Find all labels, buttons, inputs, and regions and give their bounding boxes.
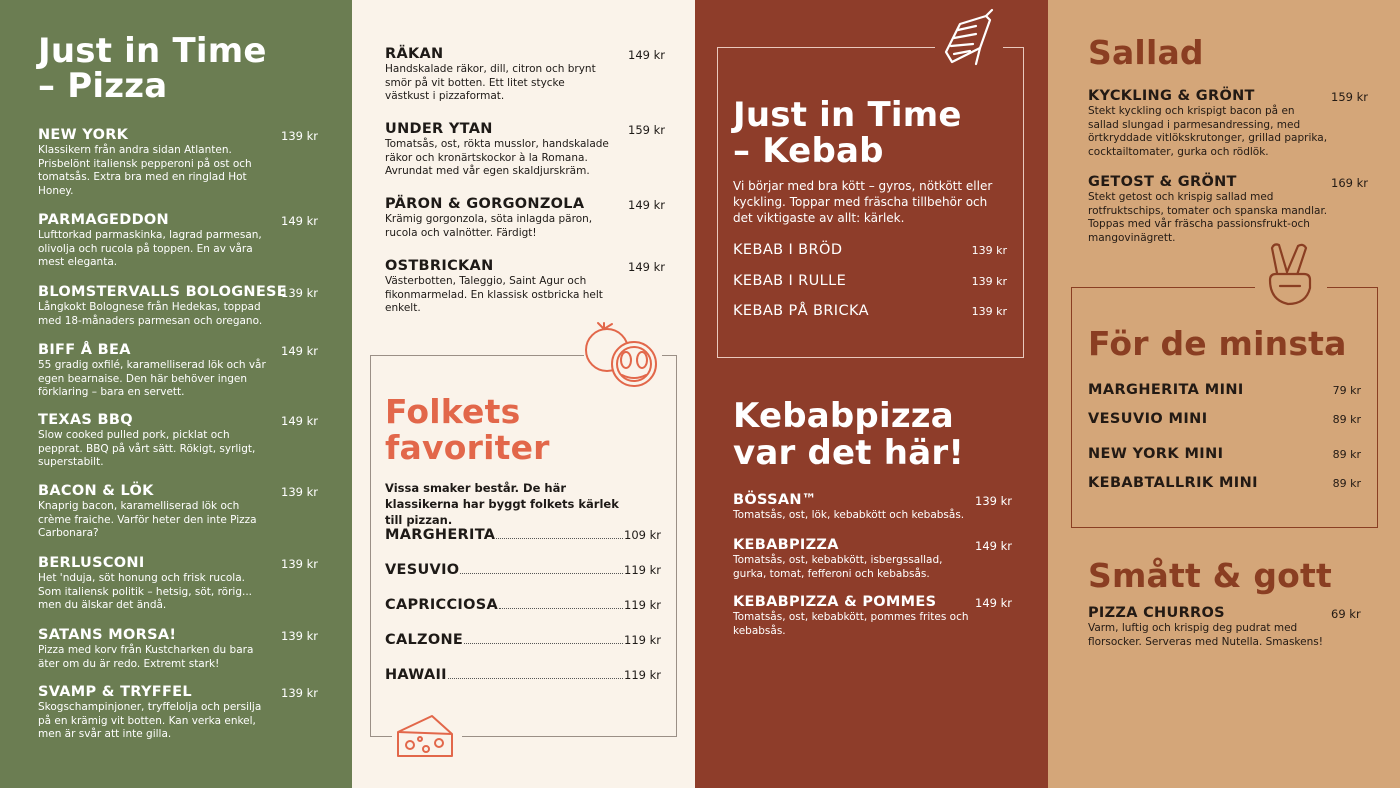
menu-item [1088,605,1388,649]
item-price: 169 kr [1331,176,1368,190]
item-desc: Handskalade räkor, dill, citron och brynt smör på vit botten. Ett litet stycke västkust i pizzaformat. [385,63,596,102]
item-desc: Klassikern från andra sidan Atlanten. Prisbelönt italiensk pepperoni på ost och tomatsås. Extra bra med en ringlad Hot Honey. [38,144,252,197]
dot-leader [448,678,623,679]
item-price: 139 kr [281,485,318,499]
item-price: 149 kr [628,260,665,274]
pizza-title-line2: – Pizza [38,66,168,106]
item-price: 139 kr [281,686,318,700]
dot-leader [460,573,623,574]
kebab-icon [940,4,1002,68]
item-name: GETOST & GRÖNT [1088,174,1237,190]
item-price: 119 kr [624,633,661,647]
item-desc: Tomatsås, ost, kebabkött, isbergssallad, gurka, tomat, fefferoni och kebabsås. [733,554,943,580]
kebab-title-line2: – Kebab [733,131,884,171]
item-name: CALZONE [385,632,464,648]
menu-item [733,537,1033,581]
item-name: BACON & LÖK [38,483,154,499]
item-desc: Tomatsås, ost, kebabkött, pommes frites och kebabsås. [733,611,969,637]
kebab-row [733,273,1007,289]
item-name: OSTBRICKAN [385,258,494,274]
item-name: UNDER YTAN [385,121,493,137]
salad-title: Sallad [1088,33,1204,72]
item-desc: Lufttorkad parmaskinka, lagrad parmesan, olivolja och rucola på toppen. En av våra mest eleganta. [38,229,262,268]
item-name: RÄKAN [385,46,444,62]
item-name: VESUVIO [385,562,460,578]
menu-item [38,284,338,328]
favorites-title-line2: favoriter [385,428,550,467]
item-price: 109 kr [624,528,661,542]
pizza-title-line1: Just in Time [38,31,267,71]
item-name: KYCKLING & GRÖNT [1088,88,1255,104]
item-price: 119 kr [624,598,661,612]
menu-item [733,492,1033,523]
item-name: PARMAGEDDON [38,212,169,228]
dot-leader [499,608,623,609]
specials-panel [352,0,695,788]
kebabpizza-title-line2: var det här! [733,433,965,473]
favorite-row [385,562,661,578]
item-desc: Långkokt Bolognese från Hedekas, toppad med 18-månaders parmesan och oregano. [38,301,263,327]
favorite-row [385,667,661,683]
item-desc: Västerbotten, Taleggio, Saint Agur och fikonmarmelad. En klassisk ostbricka helt enkelt. [385,275,603,314]
item-price: 139 kr [975,494,1012,508]
item-name: KEBABTALLRIK MINI [1088,475,1258,491]
pizza-title [38,31,267,106]
item-name: KEBAB I BRÖD [733,242,843,258]
favorites-box-top-right [662,355,677,356]
favorite-row [385,527,661,543]
kebab-title-line1: Just in Time [733,95,962,135]
favorites-title [385,394,550,466]
item-name: BÖSSAN™ [733,492,817,508]
item-name: BIFF Å BEA [38,342,131,358]
menu-item [1088,174,1388,245]
item-desc: Het 'nduja, söt honung och frisk rucola. Som italiensk politik – hetsig, söt, rörig... men du älskar det ändå. [38,572,252,611]
favorite-row [385,597,661,613]
menu-item [385,196,665,240]
dot-leader [496,538,623,539]
item-price: 159 kr [628,123,665,137]
item-name: NEW YORK MINI [1088,446,1224,462]
item-price: 139 kr [971,244,1007,257]
favorite-row [385,632,661,648]
item-name: MARGHERITA MINI [1088,382,1244,398]
menu-item [38,684,338,742]
item-name: TEXAS BBQ [38,412,133,428]
salad-panel [1048,0,1400,788]
kids-title: För de minsta [1088,324,1347,363]
peace-hand-icon [1260,240,1322,310]
item-name: MARGHERITA [385,527,496,543]
item-name: PIZZA CHURROS [1088,605,1225,621]
favorites-intro: Vissa smaker består. De här klassikerna har byggt folkets kärlek till pizzan. [385,481,619,527]
item-name: KEBABPIZZA [733,537,839,553]
item-price: 139 kr [281,286,318,300]
item-name: SATANS MORSA! [38,627,177,643]
smatt-title: Smått & gott [1088,556,1332,595]
kebab-intro: Vi börjar med bra kött – gyros, nötkött eller kyckling. Toppar med fräscha tillbehör och det viktigaste av allt: kärlek. [733,179,993,225]
menu-item [385,258,665,316]
item-price: 139 kr [281,129,318,143]
menu-item [38,627,338,671]
menu-item [38,483,338,541]
menu-item [38,127,338,198]
item-name: KEBAB PÅ BRICKA [733,303,869,319]
item-price: 139 kr [281,629,318,643]
item-desc: Stekt getost och krispig sallad med rotfruktschips, tomater och spanska mandlar. Toppas med vår fräscha passionsfrukt-och mangovinägrett. [1088,191,1328,244]
menu-item [38,412,338,470]
kebab-row [733,242,1007,258]
cheese-icon [394,712,456,762]
pizza-panel [0,0,352,788]
menu-item [38,555,338,613]
kebab-row [733,303,1007,319]
menu-item [385,46,665,104]
dot-leader [464,643,623,644]
item-desc: Tomatsås, ost, lök, kebabkött och kebabsås. [733,509,965,521]
item-name: CAPRICCIOSA [385,597,499,613]
item-name: NEW YORK [38,127,129,143]
item-price: 139 kr [971,305,1007,318]
item-price: 149 kr [628,198,665,212]
item-price: 149 kr [975,596,1012,610]
item-price: 149 kr [281,214,318,228]
item-price: 89 kr [1332,413,1361,426]
kids-row [1088,446,1361,462]
item-desc: Skogschampinjoner, tryffelolja och persilja på en krämig vit botten. Kan verka enkel, men är svår att inte gilla. [38,701,262,740]
item-price: 159 kr [1331,90,1368,104]
item-price: 149 kr [281,344,318,358]
item-desc: Stekt kyckling och krispigt bacon på en sallad slungad i parmesandressing, med örtkryddade vitlökskrutonger, grillad paprika, cocktailtomater, gurka och rödlök. [1088,105,1328,158]
item-desc: Tomatsås, ost, rökta musslor, handskalade räkor och kronärtskockor à la Romana. Avrundat med vår egen skaldjurskräm. [385,138,609,177]
item-name: PÄRON & GORGONZOLA [385,196,585,212]
kebab-panel [695,0,1048,788]
item-price: 89 kr [1332,448,1361,461]
item-desc: Pizza med korv från Kustcharken du bara äter om du är redo. Extremt stark! [38,644,254,670]
kebabpizza-title [733,398,964,472]
item-price: 119 kr [624,563,661,577]
item-price: 119 kr [624,668,661,682]
item-name: SVAMP & TRYFFEL [38,684,192,700]
menu-item [1088,88,1388,159]
kids-row [1088,382,1361,398]
item-price: 139 kr [971,275,1007,288]
favorites-title-line1: Folkets [385,392,521,431]
item-name: BLOMSTERVALLS BOLOGNESE [38,284,287,300]
menu-item [38,342,338,400]
item-price: 139 kr [281,557,318,571]
tomato-icon [582,320,662,390]
item-desc: 55 gradig oxfilé, karamelliserad lök och vår egen bearnaise. Den här behöver ingen förklaring – bara en servett. [38,359,266,398]
kids-row [1088,475,1361,491]
item-price: 149 kr [628,48,665,62]
kebabpizza-title-line1: Kebabpizza [733,396,954,436]
item-price: 149 kr [281,414,318,428]
menu-item [385,121,665,179]
item-desc: Slow cooked pulled pork, picklat och pepprat. BBQ på vårt sätt. Rökigt, syrligt, superstabilt. [38,429,256,468]
item-desc: Varm, luftig och krispig deg pudrat med florsocker. Serveras med Nutella. Smaskens! [1088,622,1323,648]
favorites-box-top-left [370,355,584,356]
item-name: HAWAII [385,667,447,683]
item-name: BERLUSCONI [38,555,145,571]
item-name: KEBABPIZZA & POMMES [733,594,937,610]
menu-item [733,594,1033,638]
item-price: 69 kr [1331,607,1361,621]
item-price: 149 kr [975,539,1012,553]
kebab-title [733,97,962,169]
item-name: KEBAB I RULLE [733,273,847,289]
item-price: 79 kr [1332,384,1361,397]
item-price: 89 kr [1332,477,1361,490]
item-desc: Knaprig bacon, karamelliserad lök och crème fraiche. Varför heter den inte Pizza Carbonara? [38,500,257,539]
item-name: VESUVIO MINI [1088,411,1208,427]
item-desc: Krämig gorgonzola, söta inlagda päron, rucola och valnötter. Färdigt! [385,213,593,239]
menu-item [38,212,338,270]
kids-row [1088,411,1361,427]
